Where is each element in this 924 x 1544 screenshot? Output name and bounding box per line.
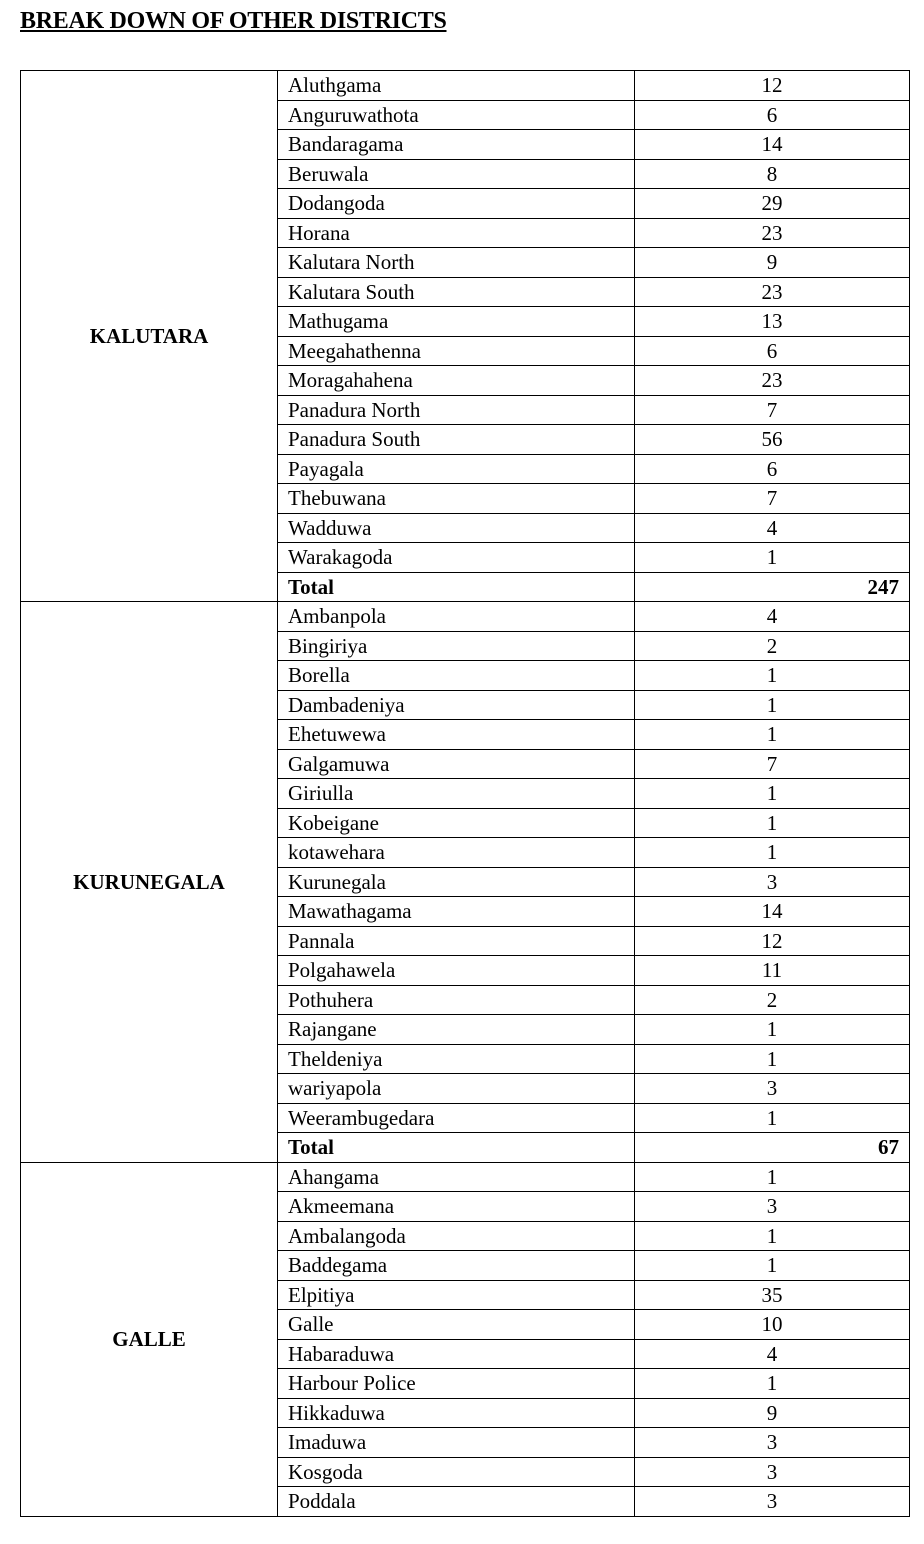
station-count: 35 <box>635 1280 910 1310</box>
station-name: Baddegama <box>278 1251 635 1281</box>
station-count: 3 <box>635 1457 910 1487</box>
station-count: 7 <box>635 484 910 514</box>
station-name: Theldeniya <box>278 1044 635 1074</box>
station-name: Hikkaduwa <box>278 1398 635 1428</box>
station-name: Anguruwathota <box>278 100 635 130</box>
station-count: 2 <box>635 985 910 1015</box>
station-name: Ehetuwewa <box>278 720 635 750</box>
station-count: 1 <box>635 808 910 838</box>
station-name: Ahangama <box>278 1162 635 1192</box>
station-count: 1 <box>635 1221 910 1251</box>
station-name: Borella <box>278 661 635 691</box>
station-count: 1 <box>635 661 910 691</box>
station-count: 1 <box>635 1369 910 1399</box>
station-count: 1 <box>635 1162 910 1192</box>
station-name: Kalutara North <box>278 248 635 278</box>
station-name: Panadura North <box>278 395 635 425</box>
station-count: 56 <box>635 425 910 455</box>
station-count: 4 <box>635 602 910 632</box>
station-count: 9 <box>635 248 910 278</box>
station-name: Wadduwa <box>278 513 635 543</box>
station-name: Galle <box>278 1310 635 1340</box>
station-name: Mawathagama <box>278 897 635 927</box>
station-count: 23 <box>635 366 910 396</box>
station-name: Imaduwa <box>278 1428 635 1458</box>
station-name: Payagala <box>278 454 635 484</box>
station-count: 3 <box>635 1428 910 1458</box>
station-name: Bandaragama <box>278 130 635 160</box>
station-name: Mathugama <box>278 307 635 337</box>
station-count: 1 <box>635 720 910 750</box>
district-total: 247 <box>635 572 910 602</box>
station-count: 14 <box>635 897 910 927</box>
station-name: Kobeigane <box>278 808 635 838</box>
district-total: 67 <box>635 1133 910 1163</box>
station-count: 1 <box>635 838 910 868</box>
station-count: 3 <box>635 1192 910 1222</box>
station-name: Ambanpola <box>278 602 635 632</box>
station-count: 1 <box>635 1251 910 1281</box>
station-name: wariyapola <box>278 1074 635 1104</box>
station-count: 1 <box>635 779 910 809</box>
district-name: KALUTARA <box>21 71 278 602</box>
table-row <box>21 71 910 101</box>
station-count: 1 <box>635 690 910 720</box>
station-name: Akmeemana <box>278 1192 635 1222</box>
station-count: 12 <box>635 71 910 101</box>
station-count: 1 <box>635 1103 910 1133</box>
station-count: 6 <box>635 454 910 484</box>
station-name: Kurunegala <box>278 867 635 897</box>
station-count: 23 <box>635 277 910 307</box>
station-name: Habaraduwa <box>278 1339 635 1369</box>
station-count: 7 <box>635 749 910 779</box>
station-count: 10 <box>635 1310 910 1340</box>
station-name: Dodangoda <box>278 189 635 219</box>
total-label: Total <box>278 1133 635 1163</box>
station-name: Warakagoda <box>278 543 635 573</box>
station-count: 6 <box>635 336 910 366</box>
page-title: BREAK DOWN OF OTHER DISTRICTS <box>20 8 447 34</box>
district-name: KURUNEGALA <box>21 602 278 1163</box>
station-count: 6 <box>635 100 910 130</box>
station-name: Pannala <box>278 926 635 956</box>
table-body <box>21 71 910 1517</box>
station-count: 4 <box>635 513 910 543</box>
station-name: Kalutara South <box>278 277 635 307</box>
station-name: Weerambugedara <box>278 1103 635 1133</box>
station-count: 11 <box>635 956 910 986</box>
station-count: 8 <box>635 159 910 189</box>
station-name: Beruwala <box>278 159 635 189</box>
station-count: 12 <box>635 926 910 956</box>
station-name: Thebuwana <box>278 484 635 514</box>
station-count: 29 <box>635 189 910 219</box>
station-name: Galgamuwa <box>278 749 635 779</box>
station-name: kotawehara <box>278 838 635 868</box>
station-name: Poddala <box>278 1487 635 1517</box>
station-count: 9 <box>635 1398 910 1428</box>
station-name: Panadura South <box>278 425 635 455</box>
station-count: 13 <box>635 307 910 337</box>
table-row <box>21 1162 910 1192</box>
station-name: Giriulla <box>278 779 635 809</box>
station-name: Meegahathenna <box>278 336 635 366</box>
station-name: Aluthgama <box>278 71 635 101</box>
station-count: 23 <box>635 218 910 248</box>
station-count: 1 <box>635 1044 910 1074</box>
station-name: Dambadeniya <box>278 690 635 720</box>
station-count: 4 <box>635 1339 910 1369</box>
station-name: Bingiriya <box>278 631 635 661</box>
station-count: 7 <box>635 395 910 425</box>
station-name: Kosgoda <box>278 1457 635 1487</box>
station-count: 1 <box>635 543 910 573</box>
station-count: 14 <box>635 130 910 160</box>
station-count: 1 <box>635 1015 910 1045</box>
station-name: Harbour Police <box>278 1369 635 1399</box>
station-count: 2 <box>635 631 910 661</box>
station-name: Pothuhera <box>278 985 635 1015</box>
station-name: Elpitiya <box>278 1280 635 1310</box>
station-name: Horana <box>278 218 635 248</box>
table-row <box>21 602 910 632</box>
station-count: 3 <box>635 867 910 897</box>
district-name: GALLE <box>21 1162 278 1516</box>
station-name: Ambalangoda <box>278 1221 635 1251</box>
total-label: Total <box>278 572 635 602</box>
district-breakdown-table <box>20 70 910 1517</box>
station-name: Rajangane <box>278 1015 635 1045</box>
station-name: Moragahahena <box>278 366 635 396</box>
station-count: 3 <box>635 1074 910 1104</box>
station-count: 3 <box>635 1487 910 1517</box>
station-name: Polgahawela <box>278 956 635 986</box>
